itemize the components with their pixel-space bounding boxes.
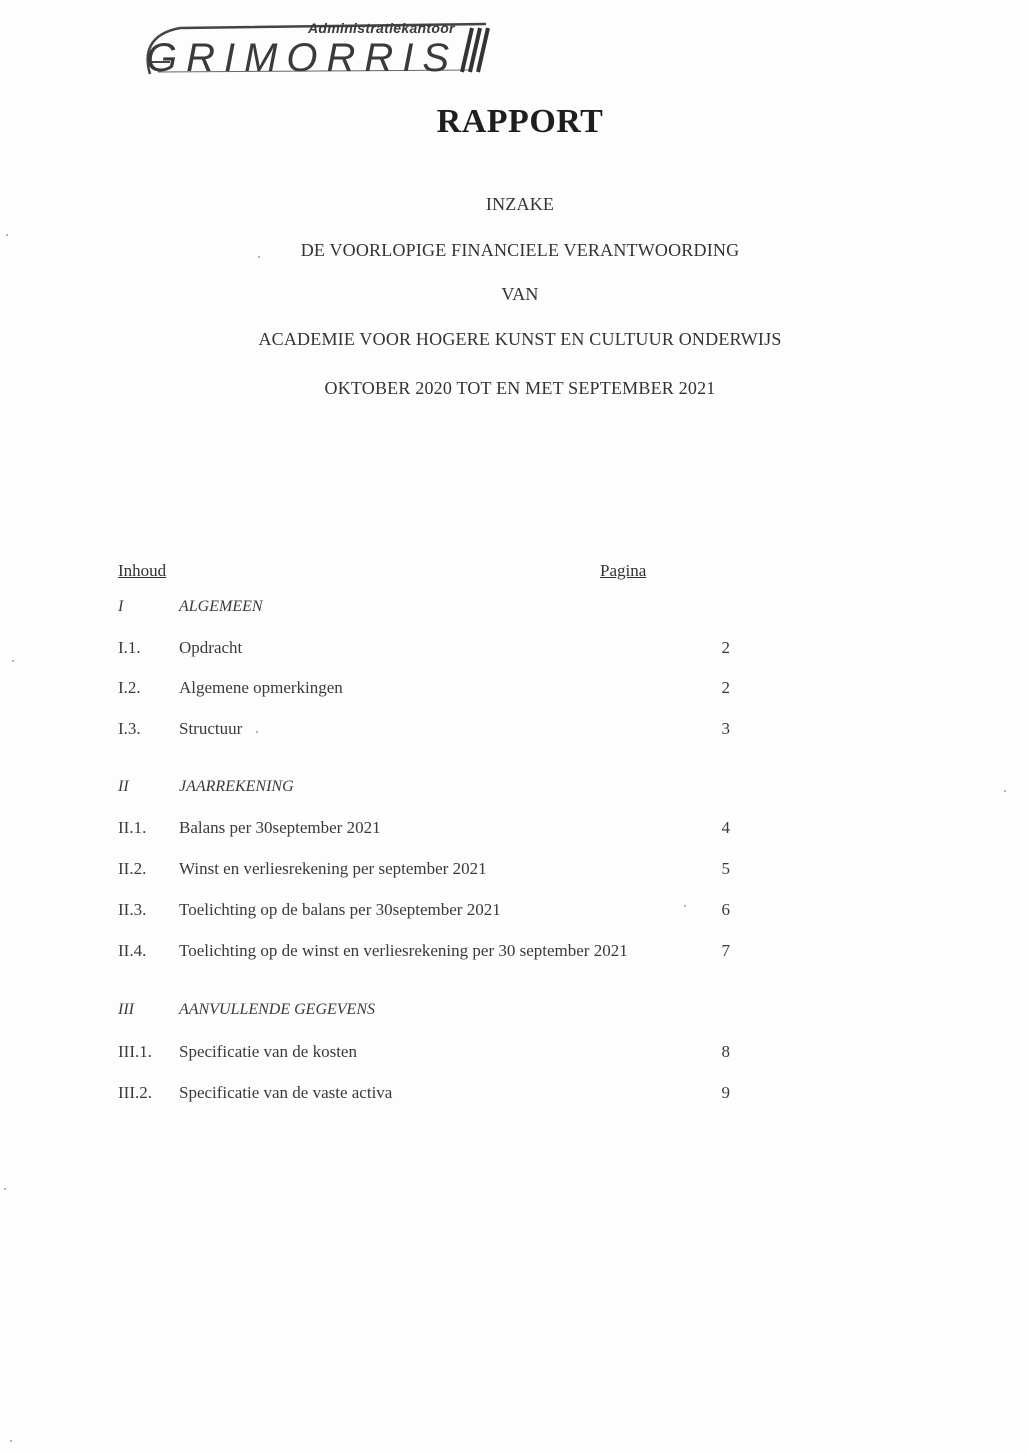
scan-speck xyxy=(684,905,686,907)
toc-label: Opdracht xyxy=(179,638,243,657)
toc-row xyxy=(0,638,1028,662)
toc-page-number: 8 xyxy=(721,1042,730,1061)
toc-section-row xyxy=(0,1001,1028,1025)
subtitle-line-1: INZAKE xyxy=(485,194,555,214)
toc-label: Winst en verliesrekening per september 2021 xyxy=(179,859,487,878)
toc-label: AANVULLENDE GEGEVENS xyxy=(179,1001,375,1018)
toc-row xyxy=(0,900,1028,924)
toc-number: III.2. xyxy=(118,1083,152,1102)
toc-number: II.1. xyxy=(118,818,147,837)
toc-label: Specificatie van de kosten xyxy=(179,1042,357,1061)
scan-speck xyxy=(258,256,260,258)
scan-speck xyxy=(1004,790,1006,792)
toc-label: JAARREKENING xyxy=(179,778,294,795)
toc-row xyxy=(0,719,1028,743)
toc-page-number: 4 xyxy=(721,818,730,837)
toc-page-number: 3 xyxy=(721,719,730,738)
scan-speck xyxy=(256,731,258,733)
toc-number: I.2. xyxy=(118,678,141,697)
toc-label: Balans per 30september 2021 xyxy=(179,818,381,837)
toc-label: Specificatie van de vaste activa xyxy=(179,1083,393,1102)
logo-name: GRIMORRIS xyxy=(146,36,459,80)
toc-number: I xyxy=(118,598,124,615)
toc-page-number: 7 xyxy=(721,941,730,960)
scan-speck xyxy=(4,1188,6,1190)
toc-row xyxy=(0,818,1028,842)
toc-number: II.3. xyxy=(118,900,147,919)
toc-section-row xyxy=(0,598,1028,622)
toc-label: Toelichting op de winst en verliesrekening per 30 september 2021 xyxy=(179,941,628,960)
toc-page-number: 9 xyxy=(721,1083,730,1102)
report-title: RAPPORT xyxy=(436,103,604,140)
toc-label: ALGEMEEN xyxy=(179,598,263,615)
toc-number: II.2. xyxy=(118,859,147,878)
subtitle-line-4: ACADEMIE VOOR HOGERE KUNST EN CULTUUR ONDERWIJS xyxy=(258,329,782,349)
subtitle-line-5: OKTOBER 2020 TOT EN MET SEPTEMBER 2021 xyxy=(324,378,716,398)
subtitle-line-2: DE VOORLOPIGE FINANCIELE VERANTWOORDING xyxy=(300,240,740,260)
toc-row xyxy=(0,1042,1028,1066)
toc-label: Algemene opmerkingen xyxy=(179,678,343,697)
toc-heading-page: Pagina xyxy=(600,561,647,580)
toc-number: III.1. xyxy=(118,1042,152,1061)
subtitle-line-3: VAN xyxy=(501,284,539,304)
toc-row xyxy=(0,678,1028,702)
company-logo xyxy=(140,14,500,80)
toc-label: Toelichting op de balans per 30september 2021 xyxy=(179,900,501,919)
logo-tagline: Administratiekantoor xyxy=(308,20,455,36)
toc-row xyxy=(0,941,1028,965)
toc-number: I.3. xyxy=(118,719,141,738)
toc-number: III xyxy=(118,1001,134,1018)
toc-row xyxy=(0,859,1028,883)
scan-speck xyxy=(10,1440,12,1442)
scan-speck xyxy=(6,234,8,236)
scan-speck xyxy=(12,660,14,662)
toc-number: II xyxy=(118,778,129,795)
toc-heading-contents: Inhoud xyxy=(118,561,167,580)
toc-row xyxy=(0,1083,1028,1107)
toc-number: I.1. xyxy=(118,638,141,657)
toc-page-number: 5 xyxy=(721,859,730,878)
toc-page-number: 6 xyxy=(721,900,730,919)
toc-page-number: 2 xyxy=(721,638,730,657)
toc-page-number: 2 xyxy=(721,678,730,697)
toc-number: II.4. xyxy=(118,941,147,960)
toc-label: Structuur xyxy=(179,719,243,738)
toc-section-row xyxy=(0,778,1028,802)
